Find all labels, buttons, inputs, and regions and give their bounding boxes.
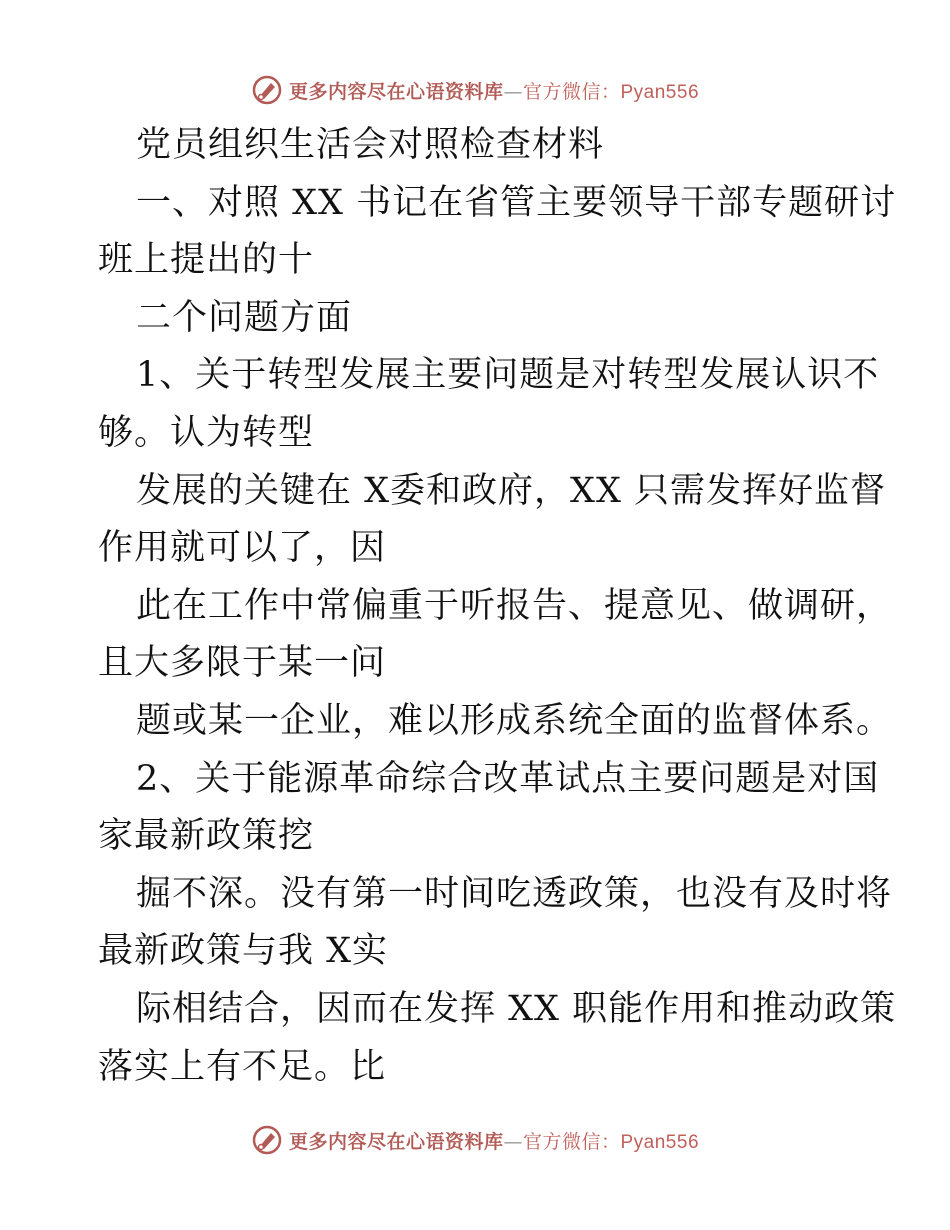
text-line: 且大多限于某一问 <box>98 643 387 684</box>
document-body <box>98 117 897 1096</box>
pen-logo-icon <box>251 1124 283 1156</box>
text-line: 最新政策与我 X实 <box>98 931 389 972</box>
watermark-text <box>289 77 699 104</box>
text-line: 发展的关键在 X委和政府，XX 只需发挥好监督 <box>136 470 887 511</box>
watermark-wechat-id: Pyan556 <box>620 1131 700 1153</box>
footer-watermark <box>0 1120 950 1160</box>
text-line: 1、关于转型发展主要问题是对转型发展认识不 <box>136 355 880 396</box>
text-line: 二个问题方面 <box>136 297 353 338</box>
watermark-separator: — <box>503 1130 523 1153</box>
watermark-wechat-label: 官方微信： <box>522 1130 621 1153</box>
text-line: 题或某一企业，难以形成系统全面的监督体系。 <box>136 700 893 741</box>
watermark-wechat-label: 官方微信： <box>522 80 621 103</box>
text-line: 够。认为转型 <box>98 412 315 453</box>
header-watermark <box>0 70 950 110</box>
text-line: 班上提出的十 <box>98 240 315 281</box>
text-line: 此在工作中常偏重于听报告、提意见、做调研， <box>136 585 893 626</box>
text-line: 作用就可以了，因 <box>98 528 387 569</box>
pen-logo-icon <box>251 74 283 106</box>
text-line: 掘不深。没有第一时间吃透政策，也没有及时将 <box>136 873 893 914</box>
text-line: 2、关于能源革命综合改革试点主要问题是对国 <box>136 758 880 799</box>
watermark-text <box>289 1127 699 1154</box>
watermark-wechat-id: Pyan556 <box>620 81 700 103</box>
watermark-main: 更多内容尽在心语资料库 <box>288 80 504 103</box>
text-line: 际相结合，因而在发挥 XX 职能作用和推动政策 <box>136 988 897 1029</box>
text-line: 家最新政策挖 <box>98 816 315 857</box>
text-line: 一、对照 XX 书记在省管主要领导干部专题研讨 <box>136 182 897 223</box>
watermark-separator: — <box>503 80 523 103</box>
document-title: 党员组织生活会对照检查材料 <box>136 125 605 165</box>
text-line: 落实上有不足。比 <box>98 1046 387 1087</box>
watermark-main: 更多内容尽在心语资料库 <box>288 1130 504 1153</box>
